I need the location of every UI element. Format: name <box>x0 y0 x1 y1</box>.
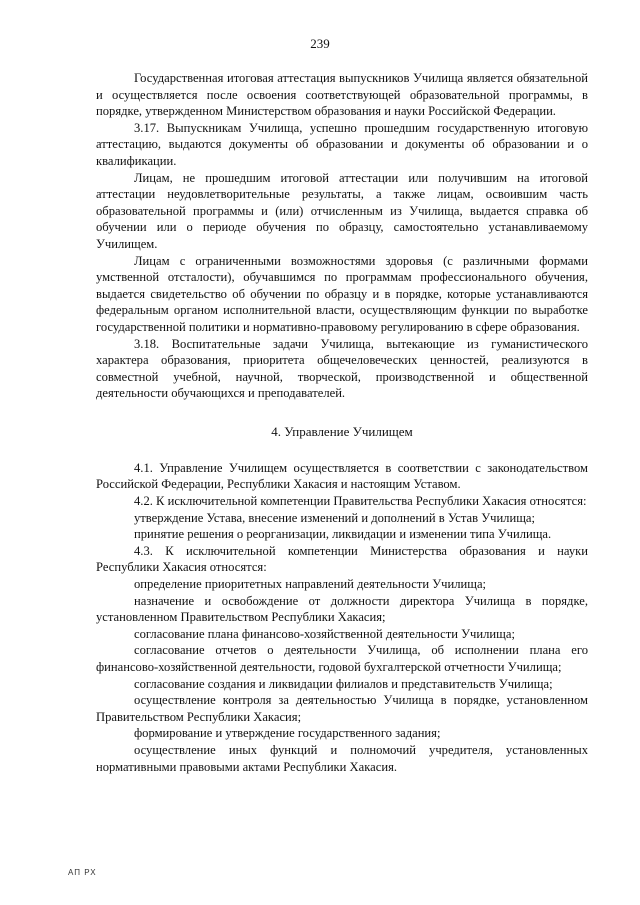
list-item: согласование отчетов о деятельности Училища, об исполнении плана его финансово-хозяйственной деятельности, годовой бухгалтерской отчетности Училища; <box>96 643 588 674</box>
list-item: утверждение Устава, внесение изменений и дополнений в Устав Училища; <box>134 510 535 525</box>
paragraph: 3.18. Воспитательные задачи Училища, вытекающие из гуманистического характера образования, приоритета общечеловеческих ценностей, реализуются в совместной учебной, научной, творческой, производственной и общественной деятельности обучающихся и преподавателей. <box>96 336 588 401</box>
paragraph: Лицам, не прошедшим итоговой аттестации или получившим на итоговой аттестации неудовлетворительные результаты, а также лицам, освоившим часть образовательной программы и (или) отчисленным из Училища, выдается справка об обучении или о периоде обучения по образцу, самостоятельно устанавливаемому Училищем. <box>96 170 588 251</box>
paragraph: 3.17. Выпускникам Училища, успешно прошедшим государственную итоговую аттестацию, выдаются документы об образовании и документы об образовании и о квалификации. <box>96 120 588 168</box>
list-item: осуществление контроля за деятельностью Училища в порядке, установленном Правительством Республики Хакасия; <box>96 693 588 724</box>
list-item: назначение и освобождение от должности директора Училища в порядке, установленном Правительством Республики Хакасия; <box>96 593 588 625</box>
paragraph: Лицам с ограниченными возможностями здоровья (с различными формами умственной отсталости), обучавшимся по программам профессионального обучения, выдается свидетельство об обучении по образцу и в порядке, которые устанавливаются федеральным органом исполнительной власти, осуществляющим функции по выработке государственной политики и нормативно-правовому регулированию в сфере образования. <box>96 253 588 334</box>
paragraph: 4.1. Управление Училищем осуществляется в соответствии с законодательством Российской Федерации, Республики Хакасия и настоящим Уставом. <box>96 460 588 492</box>
footer-mark: АП РХ <box>68 868 97 877</box>
list-item: согласование создания и ликвидации филиалов и представительств Училища; <box>134 676 553 691</box>
list-item: согласование плана финансово-хозяйственной деятельности Училища; <box>134 626 515 641</box>
page-number: 239 <box>310 36 330 51</box>
list-item: формирование и утверждение государственного задания; <box>134 726 441 741</box>
list-item: осуществление иных функций и полномочий учредителя, установленных нормативными правовыми актами Республики Хакасия. <box>96 742 588 774</box>
list-item: определение приоритетных направлений деятельности Училища; <box>134 577 487 592</box>
paragraph: 4.3. К исключительной компетенции Министерства образования и науки Республики Хакасия относятся: <box>96 543 588 575</box>
paragraph: Государственная итоговая аттестация выпускников Училища является обязательной и осуществляется после освоения соответствующей образовательной программы, в порядке, утвержденном Министерством образования и науки Российской Федерации. <box>96 71 588 119</box>
document-body <box>96 70 588 775</box>
paragraph: 4.2. К исключительной компетенции Правительства Республики Хакасия относятся: <box>134 494 587 509</box>
list-item: принятие решения о реорганизации, ликвидации и изменении типа Училища. <box>134 527 552 542</box>
section-heading: 4. Управление Училищем <box>271 423 413 439</box>
